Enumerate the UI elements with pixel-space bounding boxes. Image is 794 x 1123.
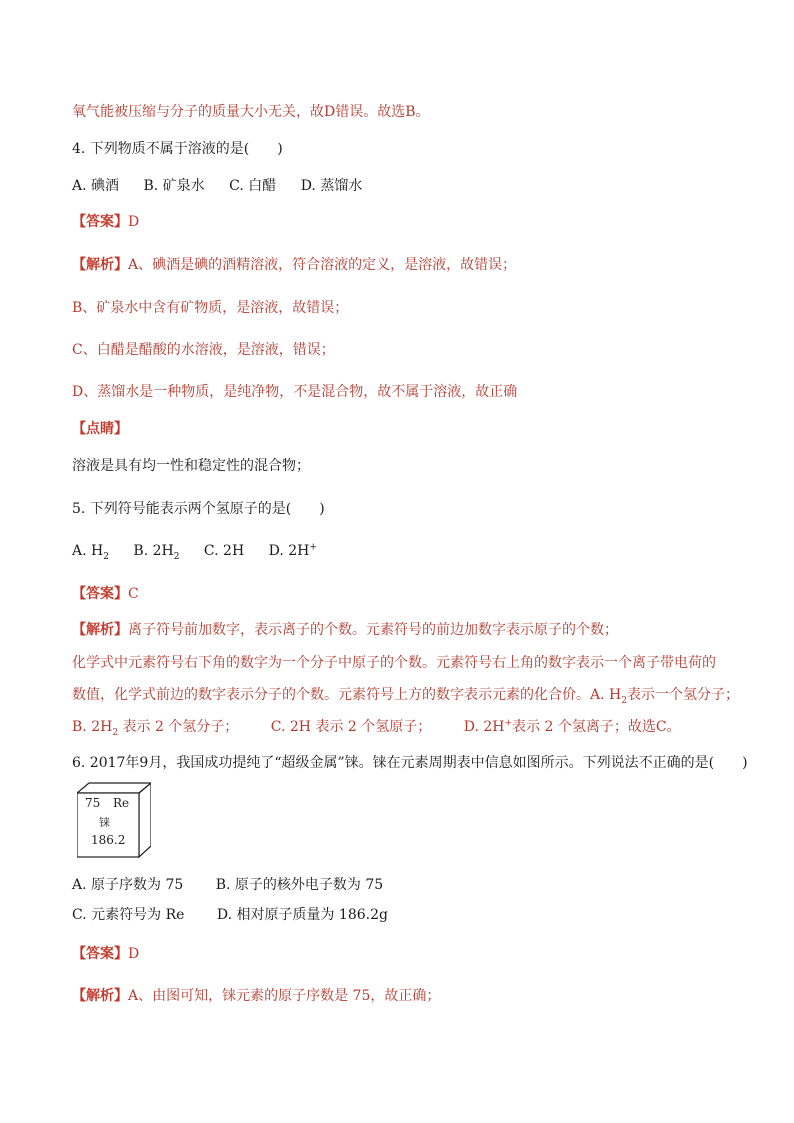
answer-tag: 【答案】 xyxy=(72,946,128,962)
analysis-5-line3: 数值，化学式前边的数字表示分子的个数。元素符号上方的数字表示元素的化合价。A. $H_2$表示一个氢分子； xyxy=(72,687,739,706)
tip-4-text: 溶液是具有均一性和稳定性的混合物； xyxy=(72,458,310,474)
tip-4-tag-line xyxy=(72,420,754,438)
tip-tag: 【点睛】 xyxy=(72,421,128,437)
question-5: 5. 下列符号能表示两个氢原子的是( ) xyxy=(72,501,325,517)
element-mass: 186.2 xyxy=(91,833,126,847)
answer-value: D xyxy=(128,214,140,230)
answer-value: D xyxy=(128,946,140,962)
option-d: D. 2H+ xyxy=(268,542,317,559)
analysis-tag: 【解析】 xyxy=(72,622,128,638)
answer-tag: 【答案】 xyxy=(72,214,128,230)
element-symbol: Re xyxy=(113,796,130,810)
option-b: B. 原子的核外电子数为 75 xyxy=(215,877,384,893)
question-6-options-ab xyxy=(72,876,754,894)
option-a: A. $H_2$ xyxy=(72,543,109,562)
answer-value: C xyxy=(128,586,139,602)
analysis-4-d: D、蒸馏水是一种物质，是纯净物，不是混合物，故不属于溶液，故正确 xyxy=(72,384,518,400)
analysis-4-c: C、白醋是醋酸的水溶液，是溶液，错误； xyxy=(72,342,335,358)
continuation-line: 氧气能被压缩与分子的质量大小无关，故D错误。故选B。 xyxy=(72,104,430,120)
answer-4 xyxy=(72,213,754,231)
analysis-text: A、碘酒是碘的酒精溶液，符合溶液的定义，是溶液，故错误； xyxy=(128,257,517,273)
option-c: C. 白醋 xyxy=(229,178,277,194)
analysis-4-b: B、矿泉水中含有矿物质，是溶液，故错误； xyxy=(72,300,349,316)
analysis-tag: 【解析】 xyxy=(72,257,128,273)
analysis-text: A、由图可知，铼元素的原子序数是 75，故正确； xyxy=(128,988,441,1004)
analysis-4-a xyxy=(72,256,754,274)
answer-5 xyxy=(72,585,754,603)
question-6-options-cd xyxy=(72,906,754,924)
option-c: C. 2H xyxy=(203,543,245,559)
option-a: A. 原子序数为 75 xyxy=(72,877,184,893)
analysis-6-a xyxy=(72,987,754,1005)
analysis-tag: 【解析】 xyxy=(72,988,128,1004)
option-c: C. 元素符号为 Re xyxy=(72,907,185,923)
element-number: 75 xyxy=(85,796,101,810)
option-d: D. 蒸馏水 xyxy=(300,178,363,194)
question-5-options xyxy=(72,542,754,560)
analysis-5-line1 xyxy=(72,621,754,639)
question-6: 6. 2017年9月，我国成功提纯了“超级金属”铼。铼在元素周期表中信息如图所示。下列说法不正确的是( ) xyxy=(72,755,748,771)
element-card xyxy=(77,781,151,858)
answer-tag: 【答案】 xyxy=(72,586,128,602)
option-b: B. 矿泉水 xyxy=(143,178,205,194)
question-4-options xyxy=(72,177,754,195)
option-b: B. $2H_2$ xyxy=(133,543,180,562)
option-a: A. 碘酒 xyxy=(72,178,120,194)
analysis-text: 离子符号前加数字，表示离子的个数。元素符号的前边加数字表示原子的个数； xyxy=(128,622,618,638)
element-name: 铼 xyxy=(99,816,110,829)
analysis-5-line4: B. $2H_2$ 表示 2 个氢分子； C. 2H 表示 2 个氢原子； D. 2H+表示 2 个氢离子；故选C。 xyxy=(72,718,681,738)
analysis-5-line2: 化学式中元素符号右下角的数字为一个分子中原子的个数。元素符号右上角的数字表示一个离子带电荷的 xyxy=(72,655,716,671)
question-4: 4. 下列物质不属于溶液的是( ) xyxy=(72,141,283,157)
answer-6 xyxy=(72,945,754,963)
option-d: D. 相对原子质量为 186.2g xyxy=(216,907,388,923)
